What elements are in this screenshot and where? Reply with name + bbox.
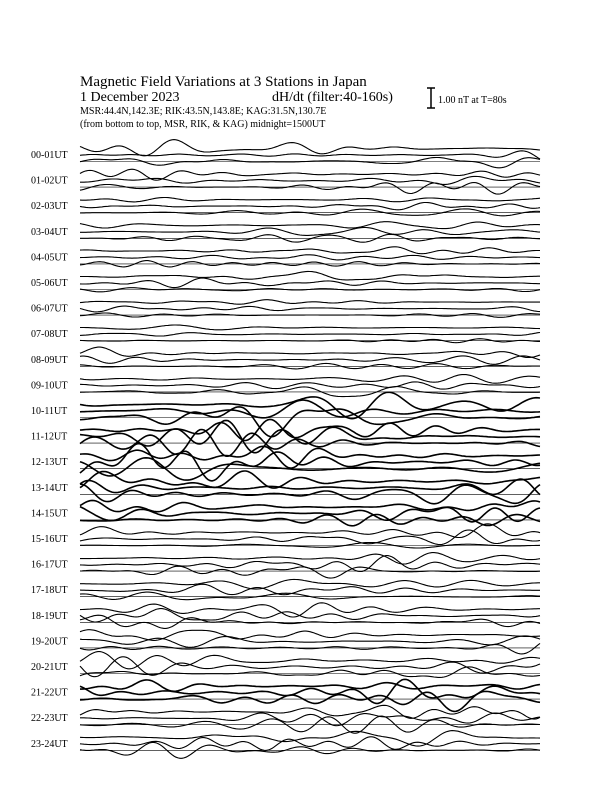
hour-label: 16-17UT xyxy=(31,559,68,571)
trace-kag xyxy=(80,553,540,564)
trace-rik xyxy=(80,228,540,236)
hour-label: 08-09UT xyxy=(31,354,68,366)
trace-kag xyxy=(80,347,540,357)
hour-label: 03-04UT xyxy=(31,226,68,238)
trace-msr xyxy=(80,209,540,216)
trace-rik xyxy=(80,636,540,647)
trace-kag xyxy=(80,603,540,617)
hour-labels xyxy=(31,150,68,750)
traces xyxy=(80,140,540,759)
trace-kag xyxy=(80,419,540,440)
trace-rik xyxy=(80,333,540,337)
hour-label: 02-03UT xyxy=(31,201,68,213)
trace-rik xyxy=(80,255,540,260)
trace-kag xyxy=(80,140,540,156)
trace-msr xyxy=(80,643,540,654)
chart-title: Magnetic Field Variations at 3 Stations in Japan xyxy=(80,74,367,90)
scale-bar xyxy=(427,88,507,108)
trace-kag xyxy=(80,247,540,254)
trace-kag xyxy=(80,446,540,468)
hour-label: 21-22UT xyxy=(31,687,68,699)
trace-kag xyxy=(80,579,540,589)
trace-kag xyxy=(80,705,540,719)
date-label: 1 December 2023 xyxy=(80,90,180,105)
quantity-label: dH/dt (filter:40-160s) xyxy=(272,90,393,105)
trace-msr xyxy=(80,484,540,504)
trace-msr xyxy=(80,566,540,578)
trace-rik xyxy=(80,444,540,481)
hour-label: 15-16UT xyxy=(31,534,68,545)
hour-label: 01-02UT xyxy=(31,175,68,187)
trace-rik xyxy=(80,356,540,364)
hour-label: 23-24UT xyxy=(31,738,68,750)
hour-label: 13-14UT xyxy=(31,482,68,494)
hour-label: 05-06UT xyxy=(31,278,68,289)
hour-label: 12-13UT xyxy=(31,457,68,469)
trace-kag xyxy=(80,271,540,280)
hour-label: 04-05UT xyxy=(31,252,68,264)
trace-kag xyxy=(80,375,540,384)
trace-kag xyxy=(80,630,540,641)
trace-rik xyxy=(80,420,540,452)
trace-kag xyxy=(80,680,540,691)
hour-label: 07-08UT xyxy=(31,329,68,341)
scale-label: 1.00 nT at T=80s xyxy=(438,95,507,106)
hour-label: 00-01UT xyxy=(31,150,68,161)
hour-label: 18-19UT xyxy=(31,610,68,622)
trace-rik xyxy=(80,306,540,312)
hour-label: 09-10UT xyxy=(31,380,68,392)
hour-label: 06-07UT xyxy=(31,303,68,315)
trace-kag xyxy=(80,198,540,202)
hour-label: 22-23UT xyxy=(31,713,68,725)
hour-label: 20-21UT xyxy=(31,662,68,673)
order-label: (from bottom to top, MSR, RIK, & KAG) midnight=1500UT xyxy=(80,119,326,130)
trace-msr xyxy=(80,158,540,168)
trace-msr xyxy=(80,592,540,600)
trace-msr xyxy=(80,667,540,678)
trace-kag xyxy=(80,652,540,669)
stations-label: MSR:44.4N,142.3E; RIK:43.5N,143.8E; KAG:31.5N,130.7E xyxy=(80,106,327,117)
trace-kag xyxy=(80,222,540,229)
trace-msr xyxy=(80,288,540,292)
trace-rik xyxy=(80,584,540,595)
hour-label: 10-11UT xyxy=(31,406,68,417)
trace-msr xyxy=(80,183,540,195)
trace-rik xyxy=(80,400,540,418)
hour-label: 14-15UT xyxy=(31,508,68,520)
hour-label: 19-20UT xyxy=(31,636,68,648)
hour-label: 11-12UT xyxy=(31,431,68,443)
hour-label: 17-18UT xyxy=(31,585,68,597)
trace-msr xyxy=(80,615,540,628)
trace-rik xyxy=(80,278,540,288)
trace-rik xyxy=(80,713,540,726)
trace-kag xyxy=(80,300,540,305)
trace-kag xyxy=(80,325,540,330)
trace-kag xyxy=(80,392,540,418)
